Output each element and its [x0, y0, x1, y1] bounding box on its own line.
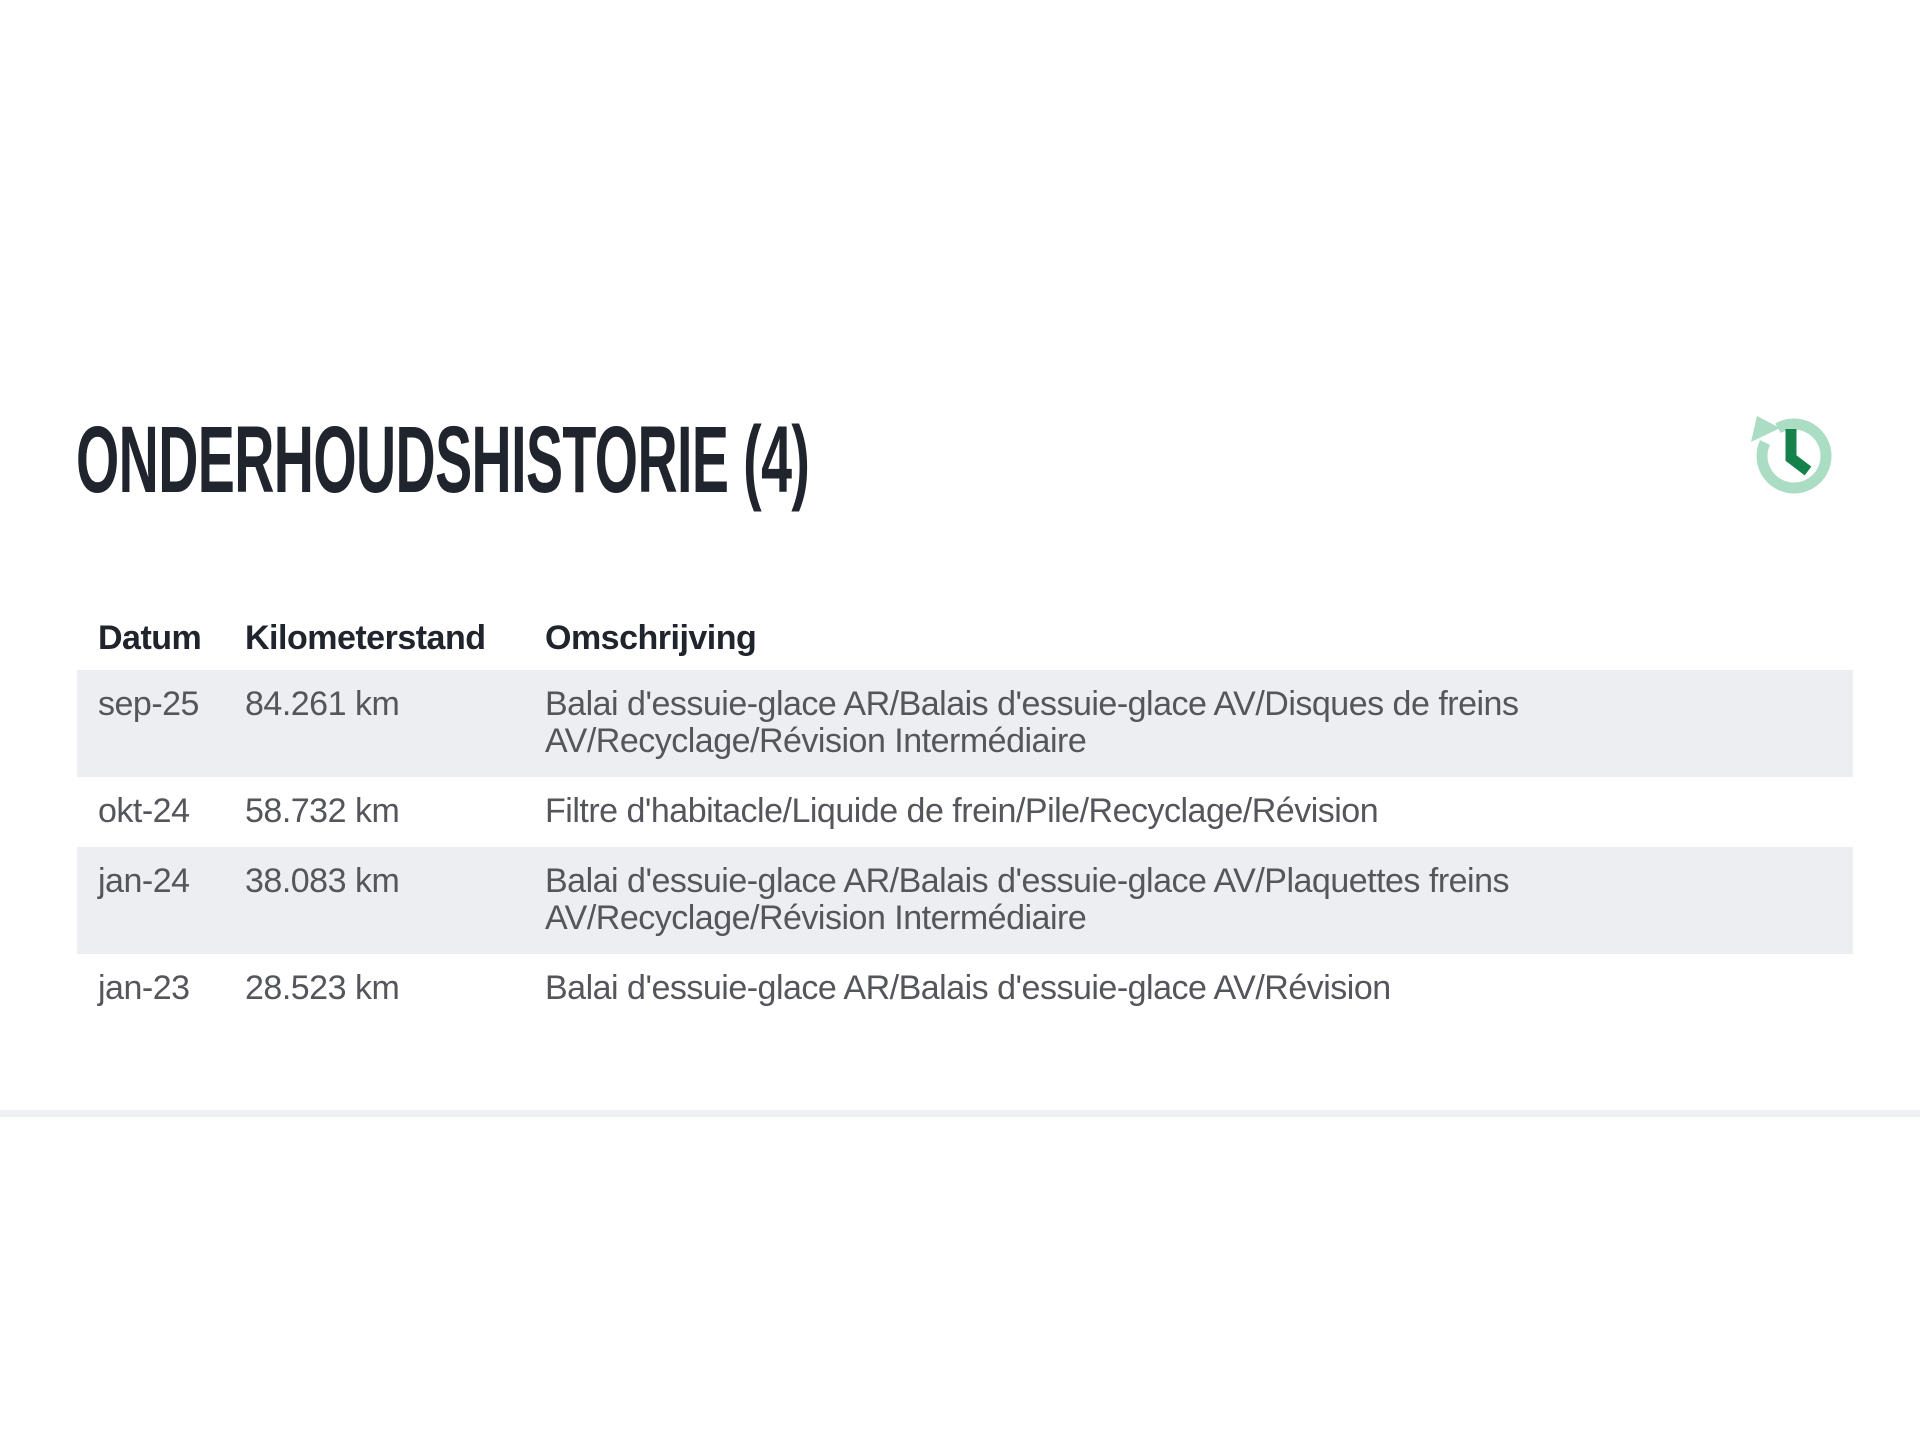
page-title: ONDERHOUDSHISTORIE (4) — [76, 407, 810, 513]
cell-kilometerstand: 58.732 km — [245, 792, 400, 830]
cell-omschrijving: Filtre d'habitacle/Liquide de frein/Pile/Recyclage/Révision — [545, 792, 1379, 830]
maintenance-history-table — [77, 612, 1853, 1024]
cell-omschrijving: Balai d'essuie-glace AR/Balais d'essuie-glace AV/Disques de freins AV/Recyclage/Révision Intermédiaire — [545, 685, 1519, 760]
table-row — [77, 847, 1853, 954]
cell-kilometerstand: 38.083 km — [245, 862, 400, 900]
cell-datum: jan-23 — [98, 969, 190, 1007]
cell-kilometerstand: 84.261 km — [245, 685, 400, 723]
table-row — [77, 777, 1853, 847]
column-header-datum: Datum — [98, 619, 202, 657]
column-header-omschrijving: Omschrijving — [545, 619, 757, 657]
cell-datum: okt-24 — [98, 792, 190, 830]
table-row — [77, 670, 1853, 777]
section-divider — [0, 1110, 1920, 1117]
table-header-row — [77, 612, 1853, 670]
cell-datum: jan-24 — [98, 862, 190, 900]
table-row — [77, 954, 1853, 1024]
cell-datum: sep-25 — [98, 685, 199, 723]
cell-omschrijving: Balai d'essuie-glace AR/Balais d'essuie-glace AV/Révision — [545, 969, 1391, 1007]
cell-omschrijving: Balai d'essuie-glace AR/Balais d'essuie-glace AV/Plaquettes freins AV/Recyclage/Révision Intermédiaire — [545, 862, 1510, 937]
column-header-kilometerstand: Kilometerstand — [245, 619, 486, 657]
cell-kilometerstand: 28.523 km — [245, 969, 400, 1007]
history-icon — [1744, 408, 1836, 498]
